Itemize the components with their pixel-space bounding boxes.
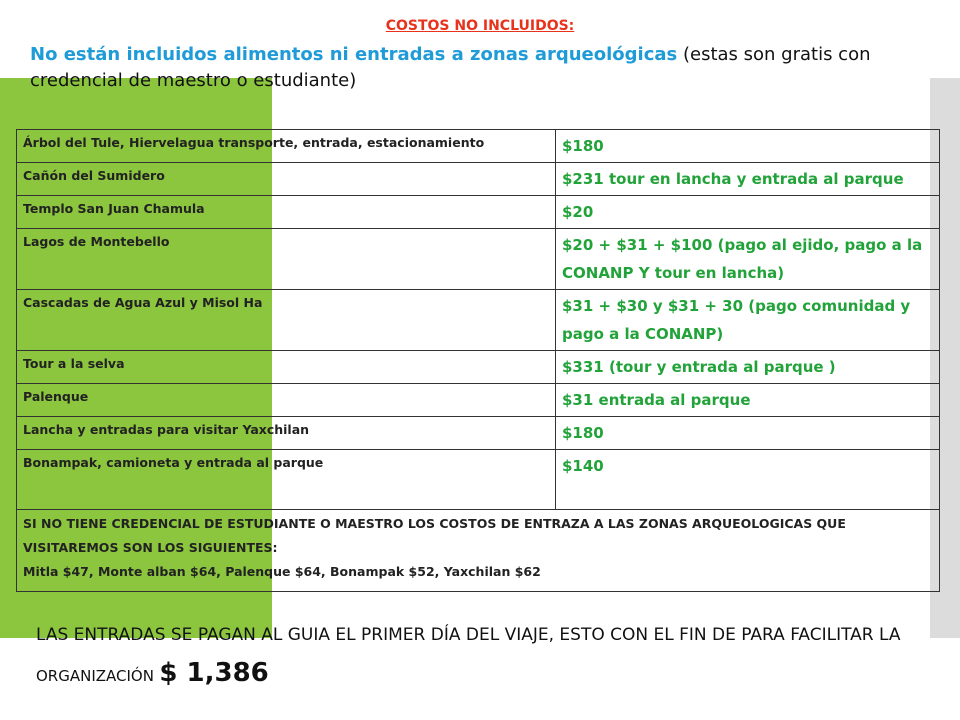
table-row [17,384,940,417]
row-item: Lancha y entradas para visitar Yaxchilan [17,417,556,450]
student-prices-text: Mitla $47, Monte alban $64, Palenque $64, Bonampak $52, Yaxchilan $62 [23,564,541,579]
section-title: COSTOS NO INCLUIDOS: [385,18,575,34]
total-amount: $ 1,386 [159,658,269,688]
table-row [17,229,940,290]
student-note-cell [17,510,940,592]
row-price: $20 [556,196,940,229]
payment-notice-text: LAS ENTRADAS SE PAGAN AL GUIA EL PRIMER DÍA DEL VIAJE, ESTO CON EL FIN DE PARA FACILITAR LA [36,625,901,645]
row-price: $20 + $31 + $100 (pago al ejido, pago a la CONANP Y tour en lancha) [556,229,940,290]
table-row [17,290,940,351]
table-row [17,351,940,384]
intro-paragraph [30,42,930,94]
row-item: Cascadas de Agua Azul y Misol Ha [17,290,556,351]
row-item: Árbol del Tule, Hiervelagua transporte, entrada, estacionamiento [17,130,556,163]
table-row [17,130,940,163]
intro-rest: (estas son gratis con credencial de maestro o estudiante) [30,44,871,91]
table-row [17,196,940,229]
payment-notice [36,616,916,695]
row-item: Bonampak, camioneta y entrada al parque [17,450,556,510]
row-item: Lagos de Montebello [17,229,556,290]
costs-table [16,129,940,592]
table-row [17,163,940,196]
row-price: $31 + $30 y $31 + 30 (pago comunidad y pago a la CONANP) [556,290,940,351]
row-price: $140 [556,450,940,510]
row-price: $231 tour en lancha y entrada al parque [556,163,940,196]
table-note-row [17,510,940,592]
row-price: $180 [556,130,940,163]
row-item: Tour a la selva [17,351,556,384]
table-row [17,450,940,510]
intro-highlight: No están incluidos alimentos ni entradas a zonas arqueológicas [30,44,678,65]
table-row [17,417,940,450]
row-item: Palenque [17,384,556,417]
row-price: $331 (tour y entrada al parque ) [556,351,940,384]
row-price: $31 entrada al parque [556,384,940,417]
row-item: Templo San Juan Chamula [17,196,556,229]
row-price: $180 [556,417,940,450]
student-note-text: SI NO TIENE CREDENCIAL DE ESTUDIANTE O MAESTRO LOS COSTOS DE ENTRAZA A LAS ZONAS ARQUEOLOGICAS QUE VISITAREMOS SON LOS SIGUIENTES: [23,516,846,555]
row-item: Cañón del Sumidero [17,163,556,196]
payment-notice-word: ORGANIZACIÓN [36,667,154,685]
